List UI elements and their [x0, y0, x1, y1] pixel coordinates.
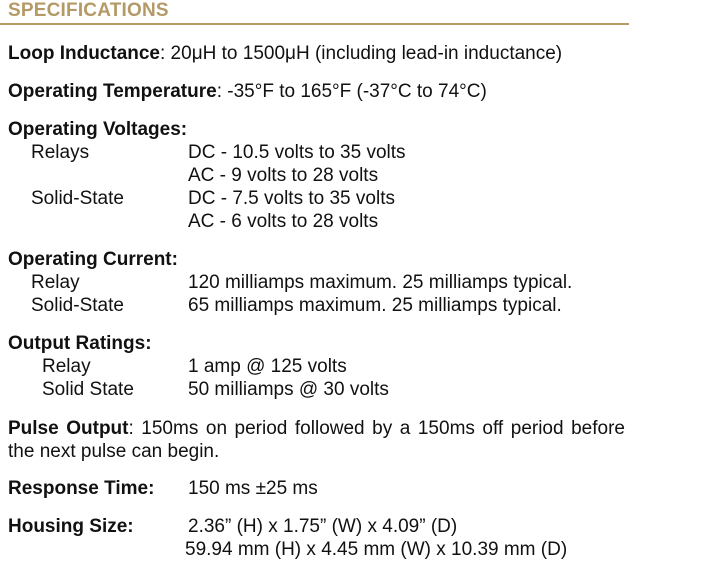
output-relay-value: 1 amp @ 125 volts [188, 356, 347, 377]
specifications-heading: SPECIFICATIONS [8, 0, 169, 21]
voltages-relays-dc: DC - 10.5 volts to 35 volts [188, 142, 406, 163]
pulse-output-paragraph [8, 417, 625, 463]
voltages-solid-state-dc: DC - 7.5 volts to 35 volts [188, 188, 395, 209]
operating-temperature-row [8, 80, 487, 103]
voltages-solid-state-label: Solid-State [31, 188, 124, 209]
response-time-value: 150 ms ±25 ms [188, 478, 318, 499]
pulse-output-value: : 150ms on period followed by a 150ms off period before the next pulse can begin. [8, 418, 625, 462]
housing-size-metric: 59.94 mm (H) x 4.45 mm (W) x 10.39 mm (D) [185, 539, 568, 560]
loop-inductance-row [8, 42, 562, 65]
operating-temperature-value: : -35°F to 165°F (-37°C to 74°C) [216, 81, 487, 102]
output-relay-label: Relay [42, 356, 91, 377]
heading-rule [0, 23, 629, 25]
housing-size-label: Housing Size: [8, 516, 134, 537]
current-solid-state-value: 65 milliamps maximum. 25 milliamps typical. [188, 295, 562, 316]
voltages-relays-ac: AC - 9 volts to 28 volts [188, 165, 379, 186]
operating-temperature-label: Operating Temperature [8, 81, 217, 102]
housing-size-imperial: 2.36” (H) x 1.75” (W) x 4.09” (D) [188, 516, 458, 537]
operating-current-label: Operating Current: [8, 249, 178, 270]
loop-inductance-label: Loop Inductance [8, 43, 160, 64]
current-relay-label: Relay [31, 272, 80, 293]
voltages-solid-state-ac: AC - 6 volts to 28 volts [188, 211, 379, 232]
output-ratings-label: Output Ratings: [8, 333, 152, 354]
output-solid-state-label: Solid State [42, 379, 134, 400]
response-time-label: Response Time: [8, 478, 155, 499]
voltages-relays-label: Relays [31, 142, 90, 163]
current-relay-value: 120 milliamps maximum. 25 milliamps typical. [188, 272, 573, 293]
pulse-output-label: Pulse Output [8, 418, 129, 439]
output-solid-state-value: 50 milliamps @ 30 volts [188, 379, 389, 400]
current-solid-state-label: Solid-State [31, 295, 124, 316]
operating-voltages-label: Operating Voltages: [8, 119, 188, 140]
loop-inductance-value: : 20μH to 1500μH (including lead-in inductance) [160, 43, 563, 64]
